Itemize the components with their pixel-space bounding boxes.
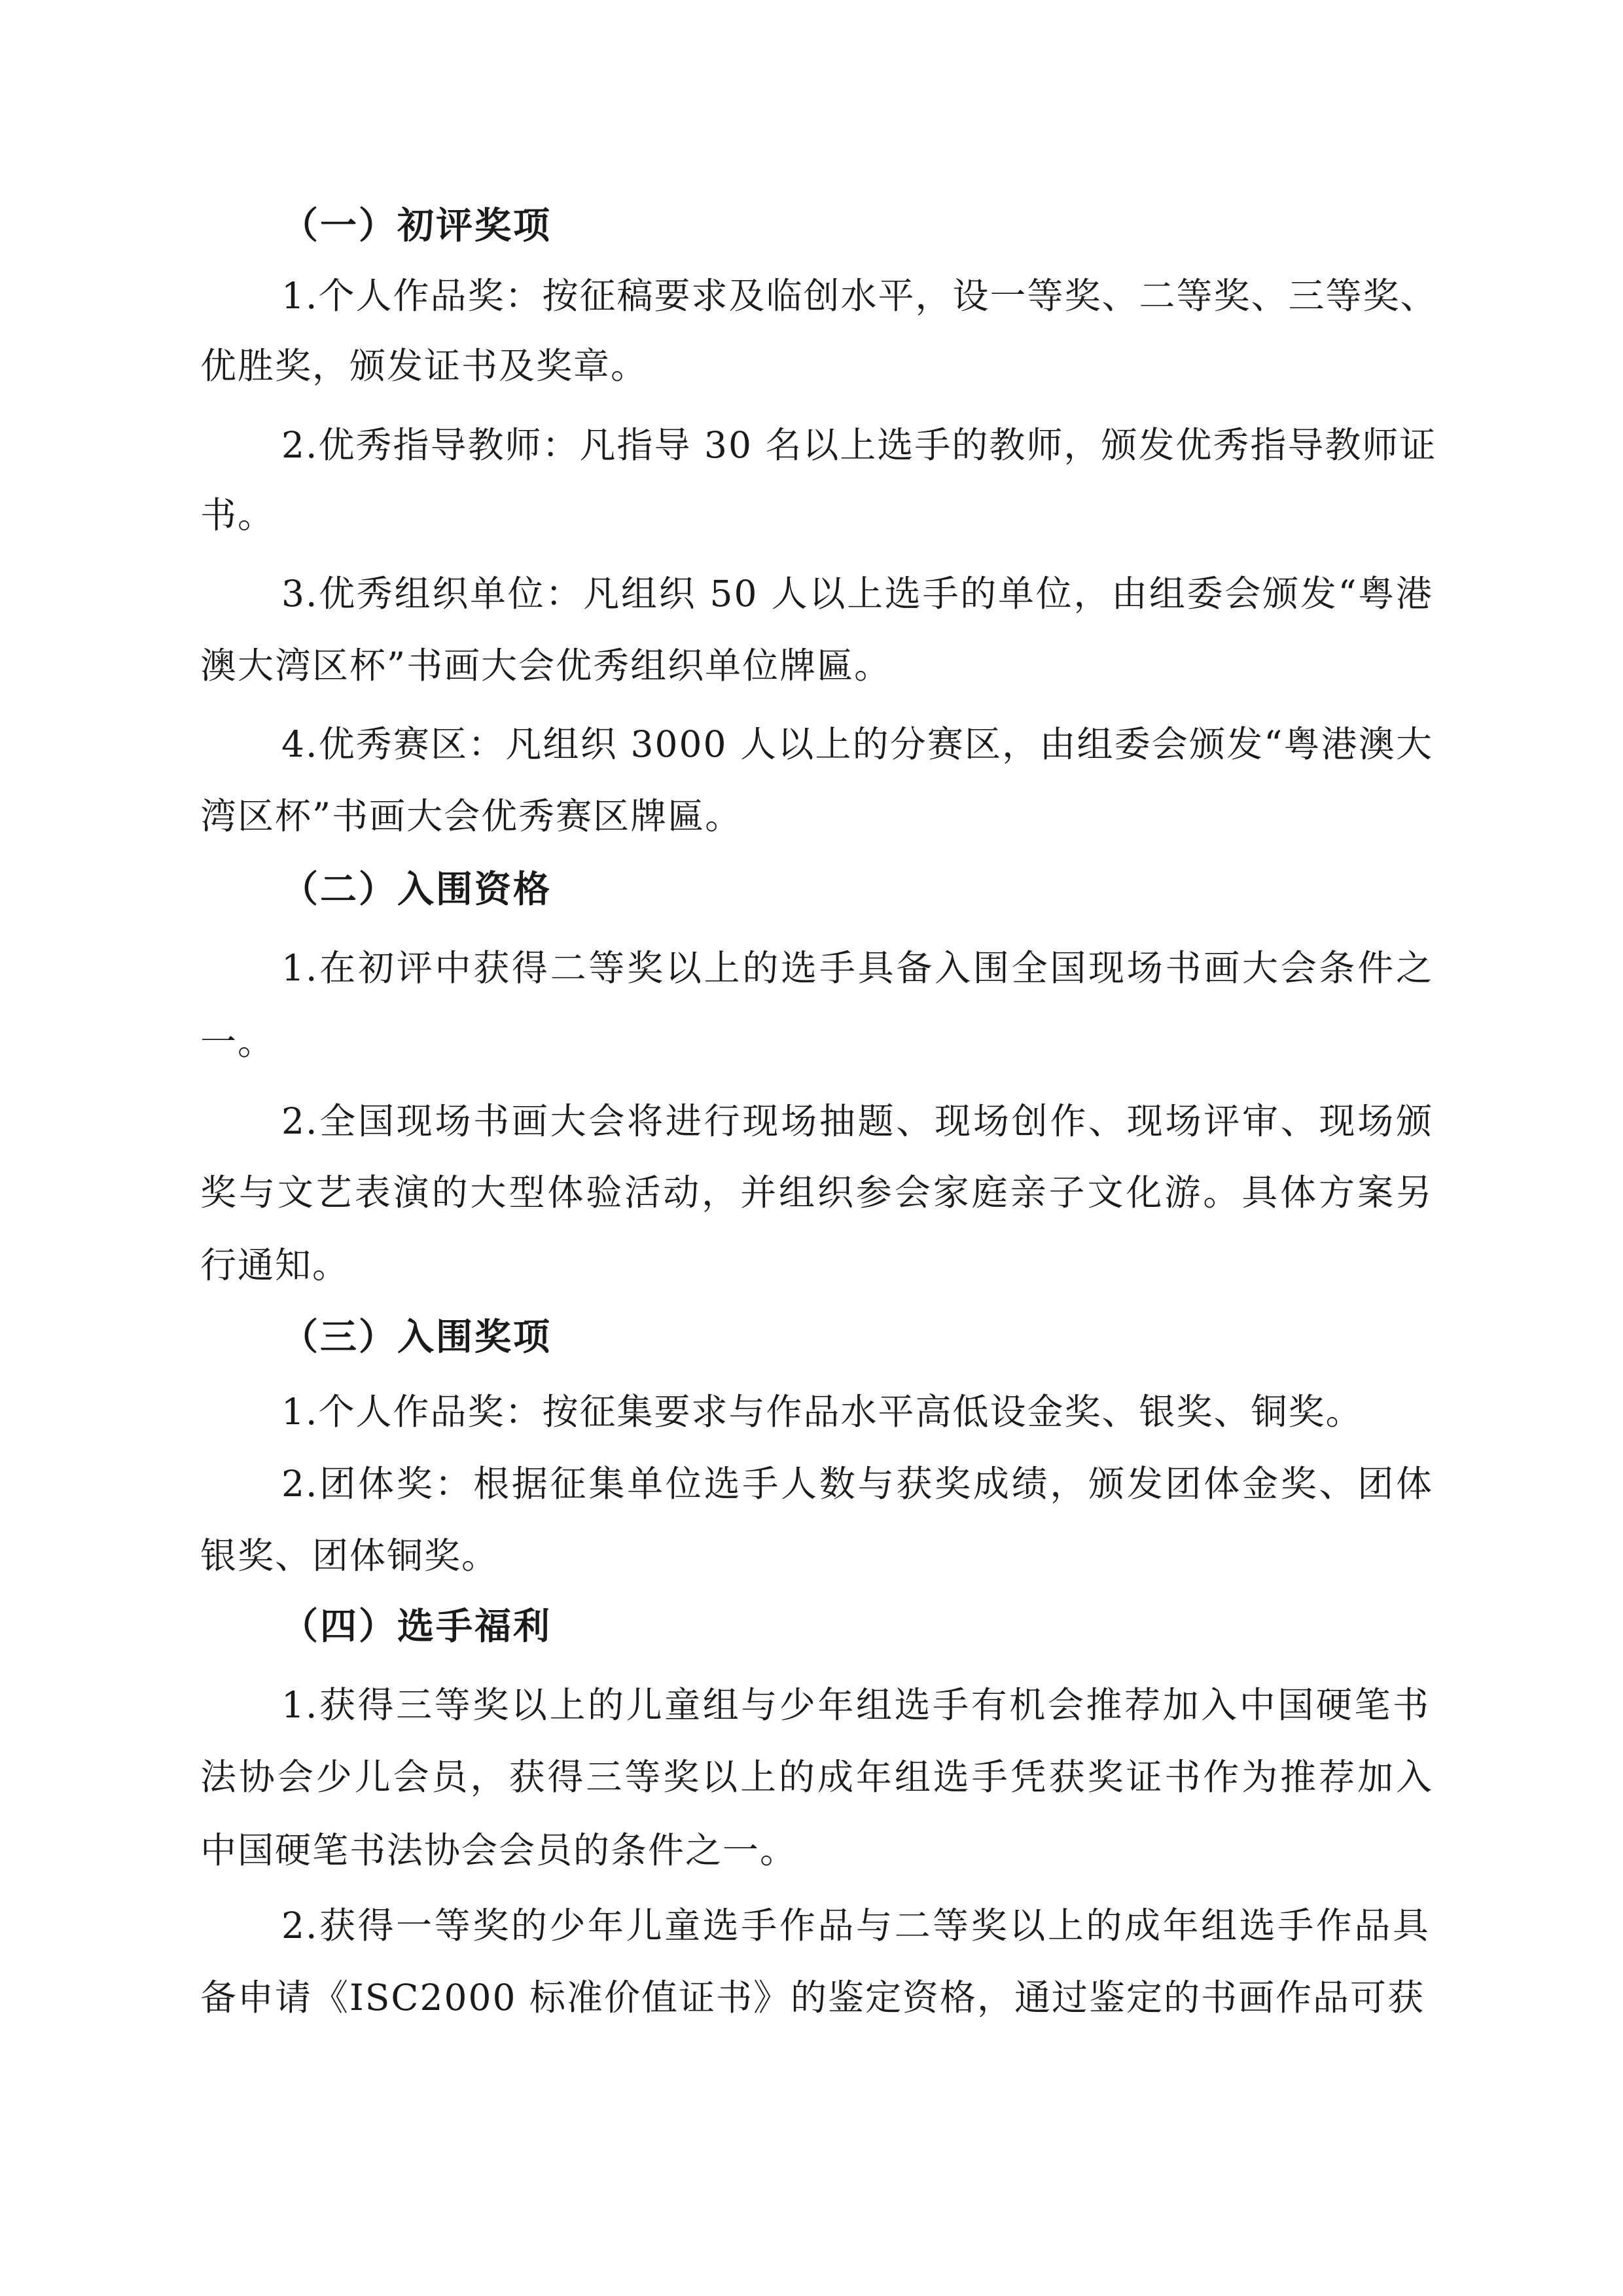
paragraph-line: 1.在初评中获得二等奖以上的选手具备入围全国现场书画大会条件之	[281, 947, 1433, 989]
paragraph-line: 澳大湾区杯”书画大会优秀组织单位牌匾。	[200, 645, 892, 687]
paragraph-line: 1.获得三等奖以上的儿童组与少年组选手有机会推荐加入中国硬笔书	[281, 1684, 1430, 1726]
paragraph-line: 优胜奖，颁发证书及奖章。	[200, 345, 649, 387]
paragraph-line: 法协会少儿会员，获得三等奖以上的成年组选手凭获奖证书作为推荐加入	[200, 1756, 1433, 1798]
paragraph-line: 书。	[200, 494, 276, 536]
paragraph-line: 备申请《ISC2000 标准价值证书》的鉴定资格，通过鉴定的书画作品可获	[200, 1977, 1425, 2018]
paragraph-line: 奖与文艺表演的大型体验活动，并组织参会家庭亲子文化游。具体方案另	[200, 1172, 1433, 1213]
paragraph-line: 2.团体奖：根据征集单位选手人数与获奖成绩，颁发团体金奖、团体	[281, 1463, 1433, 1505]
paragraph-line: 银奖、团体铜奖。	[200, 1535, 499, 1577]
section-heading-4: （四）选手福利	[281, 1605, 552, 1648]
paragraph-line: 中国硬笔书法协会会员的条件之一。	[200, 1829, 798, 1871]
paragraph-line: 湾区杯”书画大会优秀赛区牌匾。	[200, 795, 743, 837]
paragraph-line: 行通知。	[200, 1244, 350, 1286]
section-heading-1: （一）初评奖项	[281, 205, 552, 247]
paragraph-line: 4.优秀赛区：凡组织 3000 人以上的分赛区，由组委会颁发“粤港澳大	[281, 723, 1433, 765]
paragraph-line: 1.个人作品奖：按征稿要求及临创水平，设一等奖、二等奖、三等奖、	[281, 275, 1438, 317]
paragraph-line: 2.全国现场书画大会将进行现场抽题、现场创作、现场评审、现场颁	[281, 1100, 1433, 1142]
paragraph-line: 1.个人作品奖：按征集要求与作品水平高低设金奖、银奖、铜奖。	[281, 1391, 1363, 1433]
paragraph-line: 2.获得一等奖的少年儿童选手作品与二等奖以上的成年组选手作品具	[281, 1905, 1430, 1946]
paragraph-line: 2.优秀指导教师：凡指导 30 名以上选手的教师，颁发优秀指导教师证	[281, 424, 1437, 466]
section-heading-3: （三）入围奖项	[281, 1316, 552, 1359]
section-heading-2: （二）入围资格	[281, 869, 552, 911]
paragraph-line: 一。	[200, 1021, 276, 1063]
paragraph-line: 3.优秀组织单位：凡组织 50 人以上选手的单位，由组委会颁发“粤港	[281, 573, 1433, 615]
